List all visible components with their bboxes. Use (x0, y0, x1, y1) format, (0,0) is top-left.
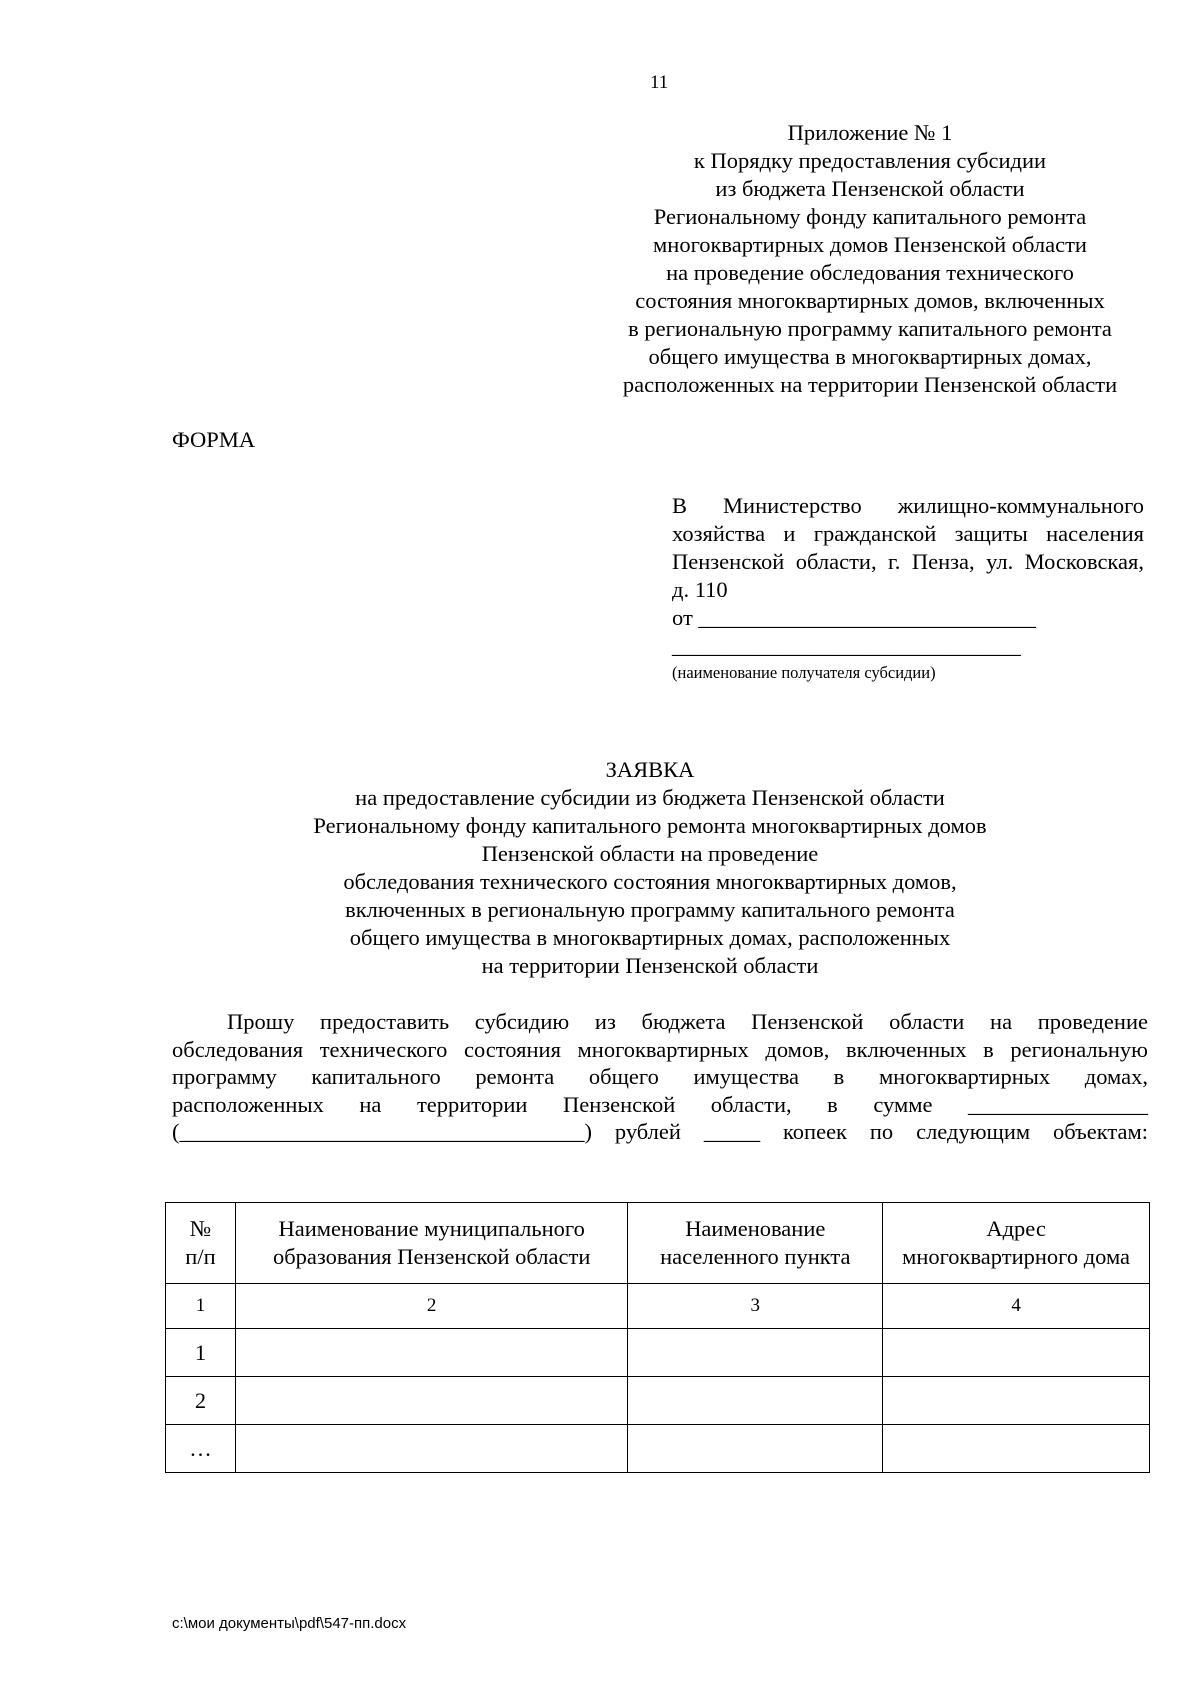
appendix-line: многоквартирных домов Пензенской области (653, 232, 1087, 257)
appendix-line: Приложение № 1 (787, 120, 953, 145)
form-label: ФОРМА (172, 427, 256, 452)
table-cell (628, 1425, 883, 1473)
row-number: 2 (166, 1377, 236, 1425)
file-path-footer: c:\мои документы\pdf\547-пп.docx (172, 1615, 407, 1632)
application-title (150, 756, 1150, 980)
from-field: от ______________________________ (672, 605, 1036, 630)
title-line: Региональному фонду капитального ремонта многоквартирных домов (313, 813, 987, 838)
addressee-line: хозяйства и гражданской защиты населения (672, 521, 1144, 546)
request-line: программу капитального ремонта общего имущества в многоквартирных домах, (172, 1064, 1148, 1089)
appendix-line: на проведение обследования технического (666, 260, 1074, 285)
addressee-line: Пензенской области, г. Пенза, ул. Московская, (672, 549, 1144, 574)
column-number: 3 (628, 1284, 883, 1329)
table-cell (883, 1425, 1150, 1473)
request-paragraph (172, 1008, 1148, 1146)
title-line: на предоставление субсидии из бюджета Пензенской области (355, 785, 945, 810)
recipient-caption: (наименование получателя субсидии) (672, 663, 936, 682)
table-cell (235, 1329, 628, 1377)
title-line: на территории Пензенской области (481, 953, 819, 978)
table-cell (883, 1377, 1150, 1425)
column-header-settlement: Наименование населенного пункта (628, 1203, 883, 1284)
column-header-number: № п/п (166, 1203, 236, 1284)
request-line: Прошу предоставить субсидию из бюджета Пензенской области на проведение (227, 1009, 1148, 1034)
table-cell (628, 1329, 883, 1377)
addressee-line: В Министерство жилищно-коммунального (672, 493, 1144, 518)
column-number: 4 (883, 1284, 1150, 1329)
appendix-line: состояния многоквартирных домов, включенных (635, 288, 1105, 313)
column-number: 1 (166, 1284, 236, 1329)
appendix-line: общего имущества в многоквартирных домах, (648, 344, 1092, 369)
request-line: (____________________________________) рублей _____ копеек по следующим объектам: (172, 1119, 1148, 1144)
column-header-address: Адрес многоквартирного дома (883, 1203, 1150, 1284)
addressee-line: д. 110 (672, 577, 728, 602)
table-cell (235, 1377, 628, 1425)
table-cell (883, 1329, 1150, 1377)
column-number: 2 (235, 1284, 628, 1329)
appendix-line: в региональную программу капитального ремонта (628, 316, 1112, 341)
request-line: расположенных на территории Пензенской области, в сумме ________________ (172, 1091, 1148, 1117)
column-number-row (166, 1284, 1150, 1329)
title-line: включенных в региональную программу капитального ремонта (345, 897, 955, 922)
appendix-line: расположенных на территории Пензенской области (622, 372, 1118, 397)
row-number: … (166, 1425, 236, 1473)
appendix-line: к Порядку предоставления субсидии (693, 148, 1047, 173)
column-header-municipality: Наименование муниципального образования Пензенской области (235, 1203, 628, 1284)
title-line: обследования технического состояния многоквартирных домов, (343, 869, 957, 894)
recipient-name-field: _______________________________ (672, 633, 1021, 658)
row-number: 1 (166, 1329, 236, 1377)
table-row (166, 1425, 1150, 1473)
table-row (166, 1377, 1150, 1425)
addressee-block (672, 492, 1144, 684)
table-cell (628, 1377, 883, 1425)
table-cell (235, 1425, 628, 1473)
appendix-line: из бюджета Пензенской области (715, 176, 1025, 201)
objects-table (165, 1202, 1150, 1473)
title-line: Пензенской области на проведение (481, 841, 819, 866)
table-header-row (166, 1203, 1150, 1284)
title-heading: ЗАЯВКА (605, 757, 695, 782)
appendix-line: Региональному фонду капитального ремонта (653, 204, 1087, 229)
appendix-header (590, 119, 1150, 399)
table-row (166, 1329, 1150, 1377)
request-line: обследования технического состояния многоквартирных домов, включенных в региональную (172, 1036, 1148, 1062)
title-line: общего имущества в многоквартирных домах, расположенных (349, 925, 951, 950)
page-number: 11 (650, 72, 669, 93)
